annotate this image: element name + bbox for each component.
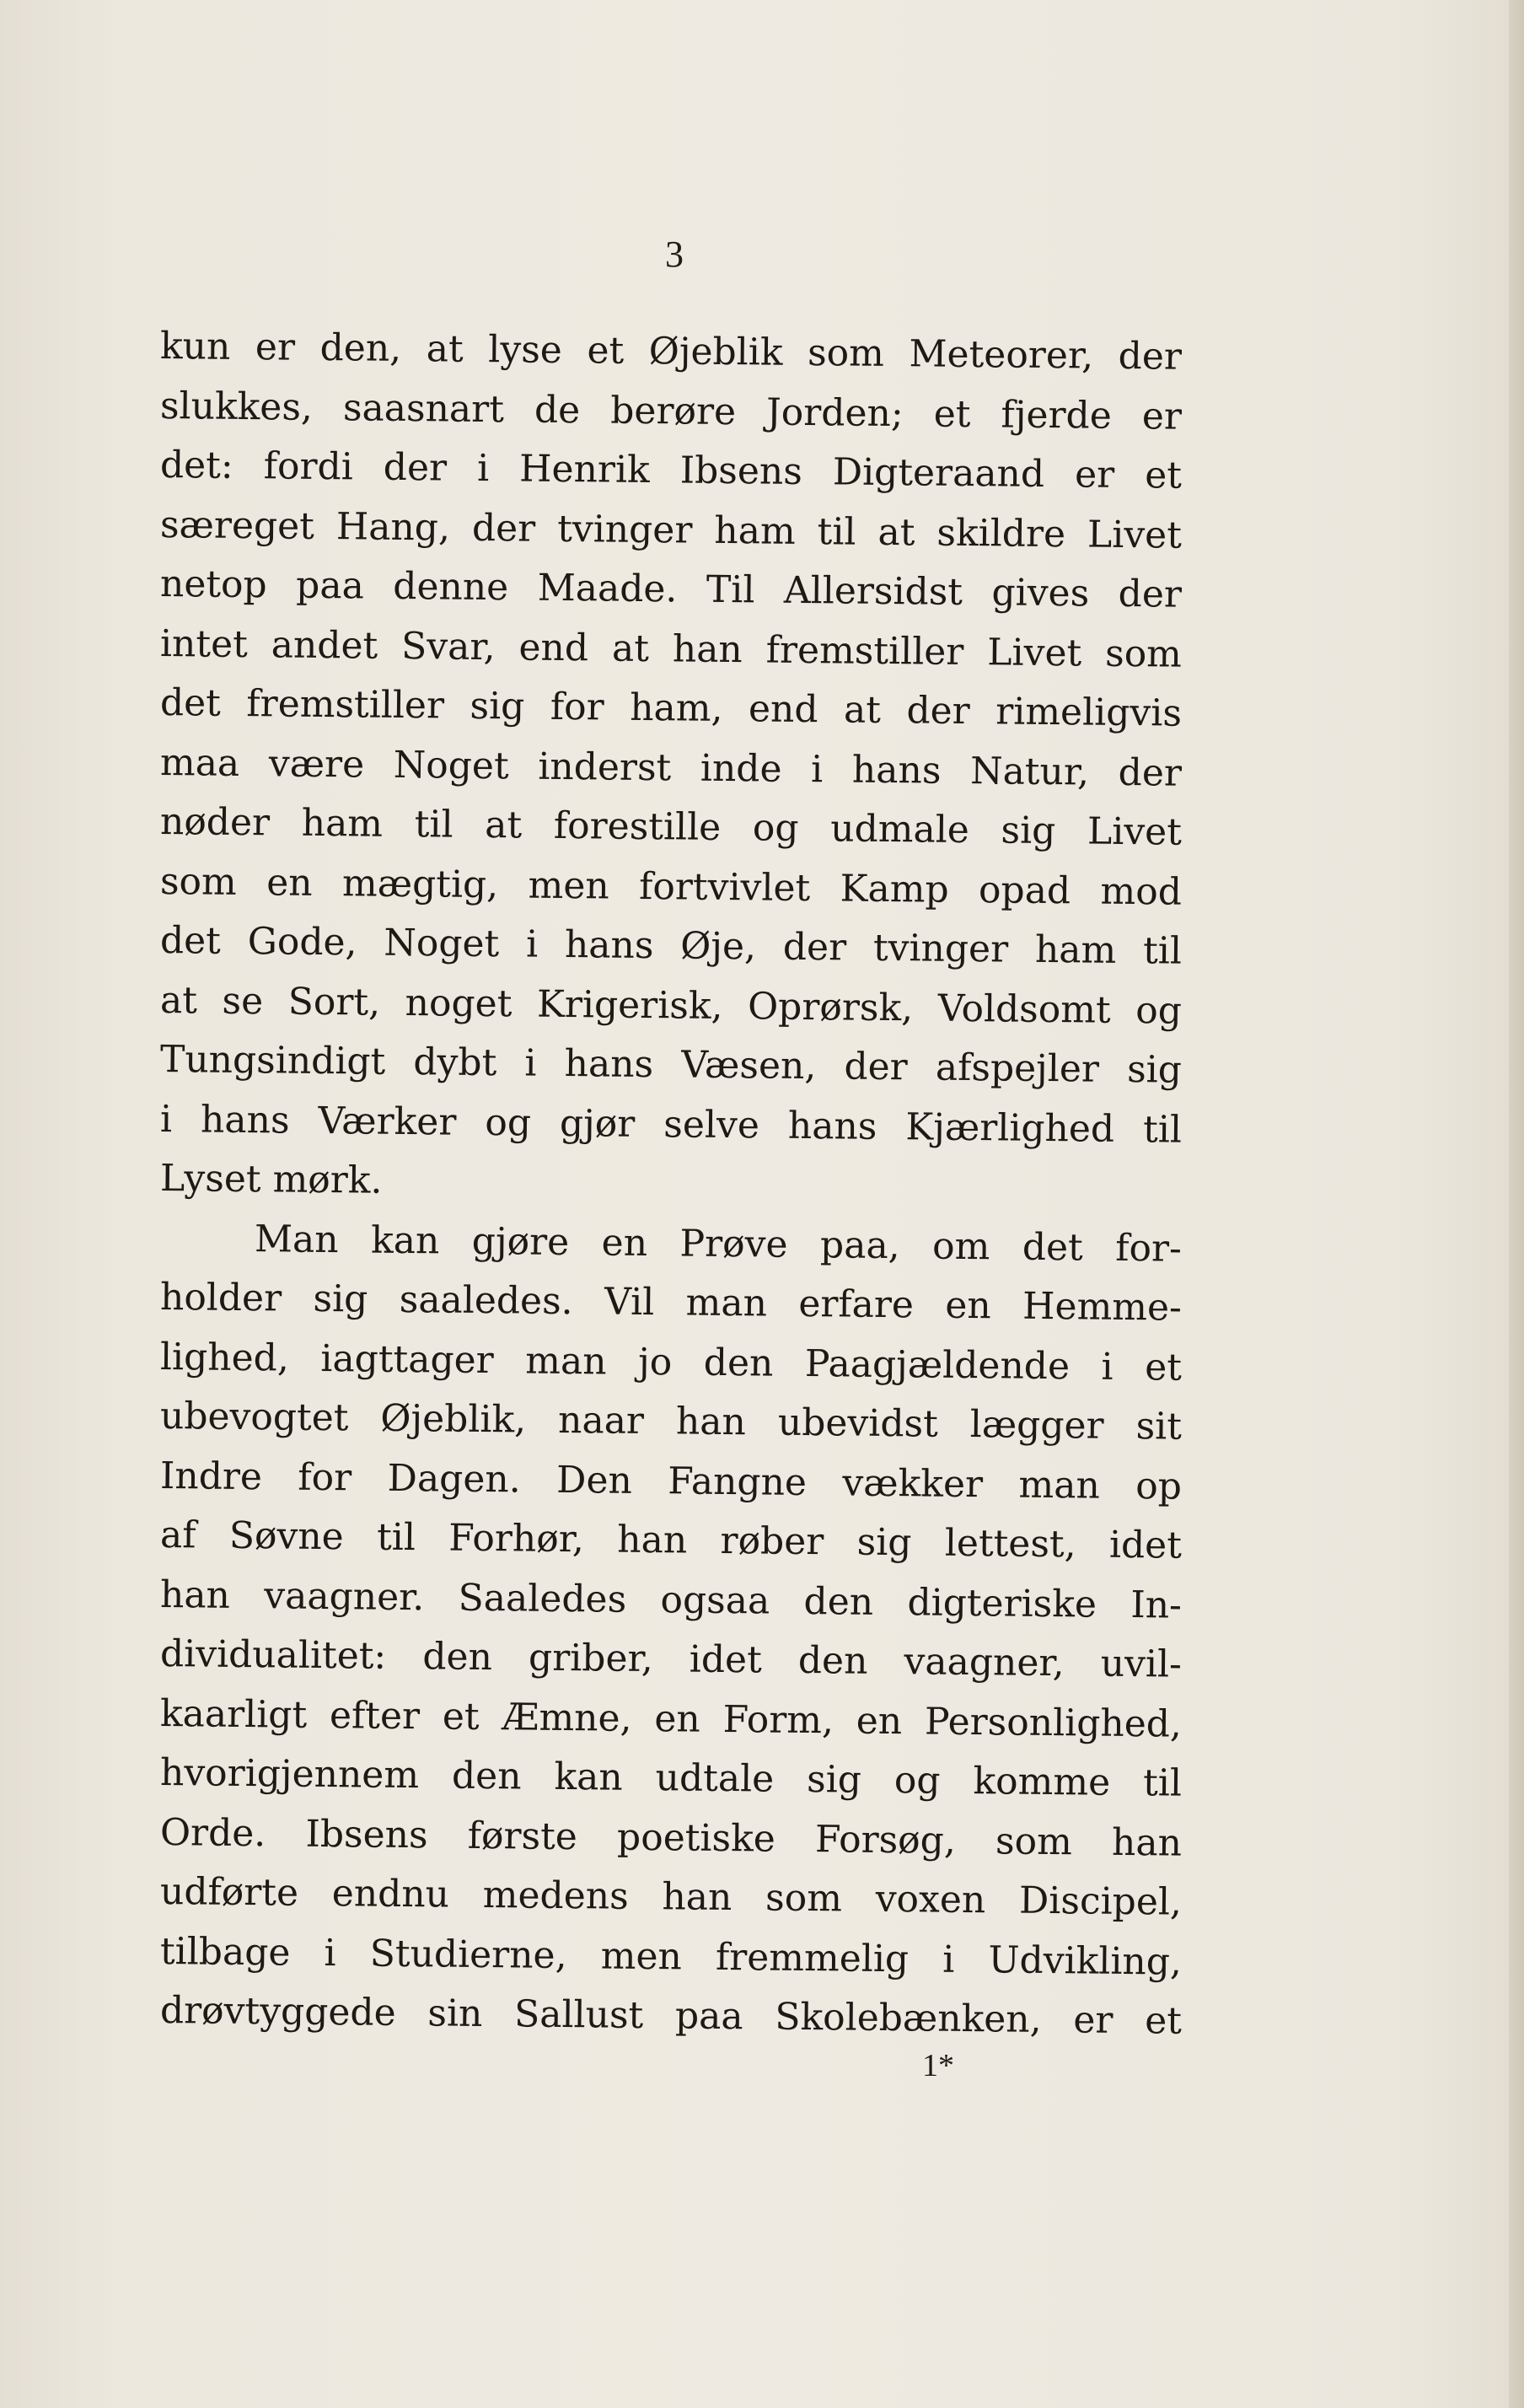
text-line: Indre for Dagen. Den Fangne vækker man op	[159, 1454, 1183, 1508]
text-line: Lyset mørk.	[159, 1157, 383, 1202]
text-line: særeget Hang, der tvinger ham til at skildre Livet	[159, 503, 1183, 557]
text-line: at se Sort, noget Krigerisk, Oprørsk, Voldsomt og	[159, 978, 1183, 1033]
text-line: Man kan gjøre en Prøve paa, om det for-	[254, 1217, 1183, 1271]
text-line: det Gode, Noget i hans Øje, der tvinger ham til	[159, 919, 1183, 973]
page-edge-shadow	[1509, 0, 1524, 2408]
text-line: netop paa denne Maade. Til Allersidst gives der	[159, 562, 1183, 616]
text-line: det: fordi der i Henrik Ibsens Digteraand er et	[159, 443, 1183, 497]
text-line: tilbage i Studierne, men fremmelig i Udvikling,	[159, 1929, 1183, 1984]
text-line: i hans Værker og gjør selve hans Kjærlighed til	[159, 1097, 1183, 1152]
text-line: ubevogtet Øjeblik, naar han ubevidst lægger sit	[159, 1395, 1183, 1449]
text-line: som en mægtig, men fortvivlet Kamp opad mod	[159, 859, 1183, 914]
paragraph-2	[160, 1209, 1182, 2041]
text-line: holder sig saaledes. Vil man erfare en Hemme-	[159, 1276, 1183, 1330]
text-line: kun er den, at lyse et Øjeblik som Meteorer, der	[159, 325, 1183, 379]
body-text	[160, 317, 1182, 2041]
text-line: nøder ham til at forestille og udmale sig Livet	[159, 800, 1183, 854]
text-line: af Søvne til Forhør, han røber sig lettest, idet	[159, 1513, 1183, 1567]
text-line: hvorigjennem den kan udtale sig og komme til	[159, 1751, 1183, 1805]
paragraph-1	[160, 317, 1182, 1209]
signature-mark: 1*	[922, 2048, 954, 2083]
text-line: slukkes, saasnart de berøre Jorden; et fjerde er	[159, 384, 1183, 438]
text-line: intet andet Svar, end at han fremstiller Livet som	[159, 621, 1183, 676]
text-line: udførte endnu medens han som voxen Discipel,	[159, 1870, 1183, 1924]
text-line: lighed, iagttager man jo den Paagjældende i et	[159, 1335, 1183, 1389]
text-line: han vaagner. Saaledes ogsaa den digteriske In-	[159, 1572, 1183, 1627]
page-number: 3	[665, 234, 684, 275]
text-line: Tungsindigt dybt i hans Væsen, der afspejler sig	[159, 1038, 1183, 1092]
text-line: dividualitet: den griber, idet den vaagner, uvil-	[159, 1632, 1183, 1686]
text-line: kaarligt efter et Æmne, en Form, en Personlighed,	[159, 1691, 1183, 1746]
text-line: Orde. Ibsens første poetiske Forsøg, som han	[159, 1810, 1183, 1865]
text-line: drøvtyggede sin Sallust paa Skolebænken, er et	[159, 1989, 1183, 2043]
text-line: det fremstiller sig for ham, end at der rimeligvis	[159, 681, 1183, 735]
text-line: maa være Noget inderst inde i hans Natur, der	[159, 740, 1183, 795]
